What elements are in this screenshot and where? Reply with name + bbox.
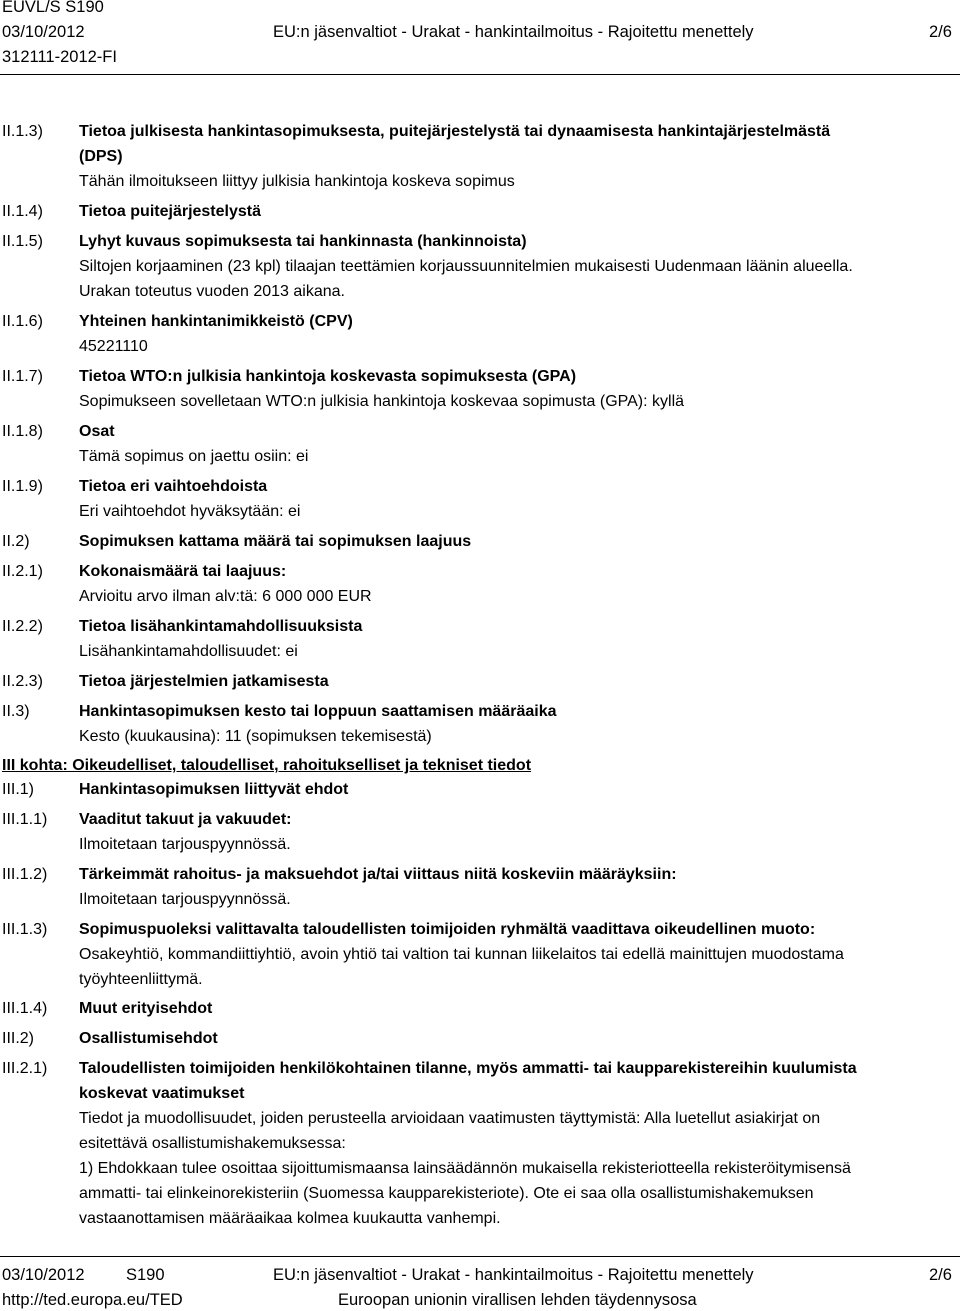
section-heading: Muut erityisehdot xyxy=(79,1000,213,1017)
section-heading: (DPS) xyxy=(79,148,123,165)
section-text: esitettävä osallistumishakemuksessa: xyxy=(79,1135,346,1152)
section-number: II.3) xyxy=(2,703,30,720)
section-text: Kesto (kuukausina): 11 (sopimuksen tekemisestä) xyxy=(79,728,432,745)
section-text: ammatti- tai elinkeinorekisteriin (Suomessa kaupparekisteriote). Ote ei saa olla osallistumishakemuksen xyxy=(79,1185,814,1202)
section-text: Siltojen korjaaminen (23 kpl) tilaajan teettämien korjaussuunnitelmien mukaisesti Uudenmaan läänin alueella. xyxy=(79,258,853,275)
section-number: III.1.4) xyxy=(2,1000,48,1017)
section-text: Tähän ilmoitukseen liittyy julkisia hankintoja koskeva sopimus xyxy=(79,173,515,190)
section-heading: Kokonaismäärä tai laajuus: xyxy=(79,563,287,580)
section-number: III.1.3) xyxy=(2,921,48,938)
section-number: II.1.6) xyxy=(2,313,43,330)
section-number: III.1.2) xyxy=(2,866,48,883)
section-text: Tämä sopimus on jaettu osiin: ei xyxy=(79,448,309,465)
section-number: III.2.1) xyxy=(2,1060,48,1077)
part3-heading: III kohta: Oikeudelliset, taloudelliset, rahoitukselliset ja tekniset tiedot xyxy=(2,757,532,774)
section-heading: Tietoa lisähankintamahdollisuuksista xyxy=(79,618,363,635)
section-text: Arvioitu arvo ilman alv:tä: 6 000 000 EUR xyxy=(79,588,372,605)
section-text: vastaanottamisen määräaikaa kolmea kuukautta vanhempi. xyxy=(79,1210,501,1227)
section-heading: Tietoa julkisesta hankintasopimuksesta, puitejärjestelystä tai dynaamisesta hankintajärjestelmästä xyxy=(79,123,831,140)
section-heading: Hankintasopimuksen kesto tai loppuun saattamisen määräaika xyxy=(79,703,557,720)
section-text: Tiedot ja muodollisuudet, joiden perusteella arvioidaan vaatimusten täyttymistä: Alla luetellut asiakirjat on xyxy=(79,1110,821,1127)
section-heading: Taloudellisten toimijoiden henkilökohtainen tilanne, myös ammatti- tai kaupparekistereihin kuulumista xyxy=(79,1060,857,1077)
header-notice-id: 312111-2012-FI xyxy=(2,48,117,66)
section-number: II.2.1) xyxy=(2,563,43,580)
section-number: II.1.9) xyxy=(2,478,43,495)
header-rule xyxy=(0,74,960,75)
footer-page: 2/6 xyxy=(929,1266,952,1284)
section-number: II.1.3) xyxy=(2,123,43,140)
section-heading: Tietoa eri vaihtoehdoista xyxy=(79,478,268,495)
section-text: Urakan toteutus vuoden 2013 aikana. xyxy=(79,283,345,300)
section-heading: Vaaditut takuut ja vakuudet: xyxy=(79,811,292,828)
section-heading: koskevat vaatimukset xyxy=(79,1085,245,1102)
section-heading: Tärkeimmät rahoitus- ja maksuehdot ja/tai viittaus niitä koskeviin määräyksiin: xyxy=(79,866,677,883)
section-number: II.1.5) xyxy=(2,233,43,250)
section-heading: Sopimuspuoleksi valittavalta taloudellisten toimijoiden ryhmältä vaadittava oikeudellinen muoto: xyxy=(79,921,816,938)
section-number: II.1.8) xyxy=(2,423,43,440)
section-text: työyhteenliittymä. xyxy=(79,971,203,988)
footer-url[interactable]: http://ted.europa.eu/TED xyxy=(2,1291,183,1309)
section-text: Ilmoitetaan tarjouspyynnössä. xyxy=(79,836,291,853)
footer-title: EU:n jäsenvaltiot - Urakat - hankintailmoitus - Rajoitettu menettely xyxy=(273,1266,754,1284)
section-text: Sopimukseen sovelletaan WTO:n julkisia hankintoja koskevaa sopimusta (GPA): kyllä xyxy=(79,393,685,410)
footer-publication: Euroopan unionin virallisen lehden täydennysosa xyxy=(338,1291,697,1309)
section-number: II.1.7) xyxy=(2,368,43,385)
section-number: II.1.4) xyxy=(2,203,43,220)
section-text: Eri vaihtoehdot hyväksytään: ei xyxy=(79,503,301,520)
section-heading: Tietoa WTO:n julkisia hankintoja koskevasta sopimuksesta (GPA) xyxy=(79,368,577,385)
section-heading: Hankintasopimuksen liittyvät ehdot xyxy=(79,781,349,798)
section-heading: Lyhyt kuvaus sopimuksesta tai hankinnasta (hankinnoista) xyxy=(79,233,527,250)
section-number: II.2.2) xyxy=(2,618,43,635)
header-date: 03/10/2012 xyxy=(2,23,85,41)
section-number: III.1.1) xyxy=(2,811,48,828)
footer-series: S190 xyxy=(126,1266,165,1284)
section-number: III.1) xyxy=(2,781,35,798)
header-title: EU:n jäsenvaltiot - Urakat - hankintailmoitus - Rajoitettu menettely xyxy=(273,23,754,41)
section-heading: Osat xyxy=(79,423,115,440)
section-text: Ilmoitetaan tarjouspyynnössä. xyxy=(79,891,291,908)
footer-date: 03/10/2012 xyxy=(2,1266,85,1284)
section-text: 45221110 xyxy=(79,338,148,355)
header-series: EUVL/S S190 xyxy=(2,0,104,16)
section-text: 1) Ehdokkaan tulee osoittaa sijoittumismaansa lainsäädännön mukaisella rekisteriotteella rekisteröitymisensä xyxy=(79,1160,851,1177)
section-number: III.2) xyxy=(2,1030,35,1047)
footer-rule xyxy=(0,1256,960,1257)
section-number: II.2.3) xyxy=(2,673,43,690)
section-text: Osakeyhtiö, kommandiittiyhtiö, avoin yhtiö tai valtion tai kunnan liikelaitos tai edellä mainittujen muodostama xyxy=(79,946,844,963)
section-text: Lisähankintamahdollisuudet: ei xyxy=(79,643,298,660)
header-page: 2/6 xyxy=(929,23,952,41)
section-heading: Sopimuksen kattama määrä tai sopimuksen laajuus xyxy=(79,533,472,550)
section-heading: Yhteinen hankintanimikkeistö (CPV) xyxy=(79,313,353,330)
section-heading: Tietoa puitejärjestelystä xyxy=(79,203,261,220)
section-heading: Osallistumisehdot xyxy=(79,1030,218,1047)
section-heading: Tietoa järjestelmien jatkamisesta xyxy=(79,673,329,690)
section-number: II.2) xyxy=(2,533,30,550)
